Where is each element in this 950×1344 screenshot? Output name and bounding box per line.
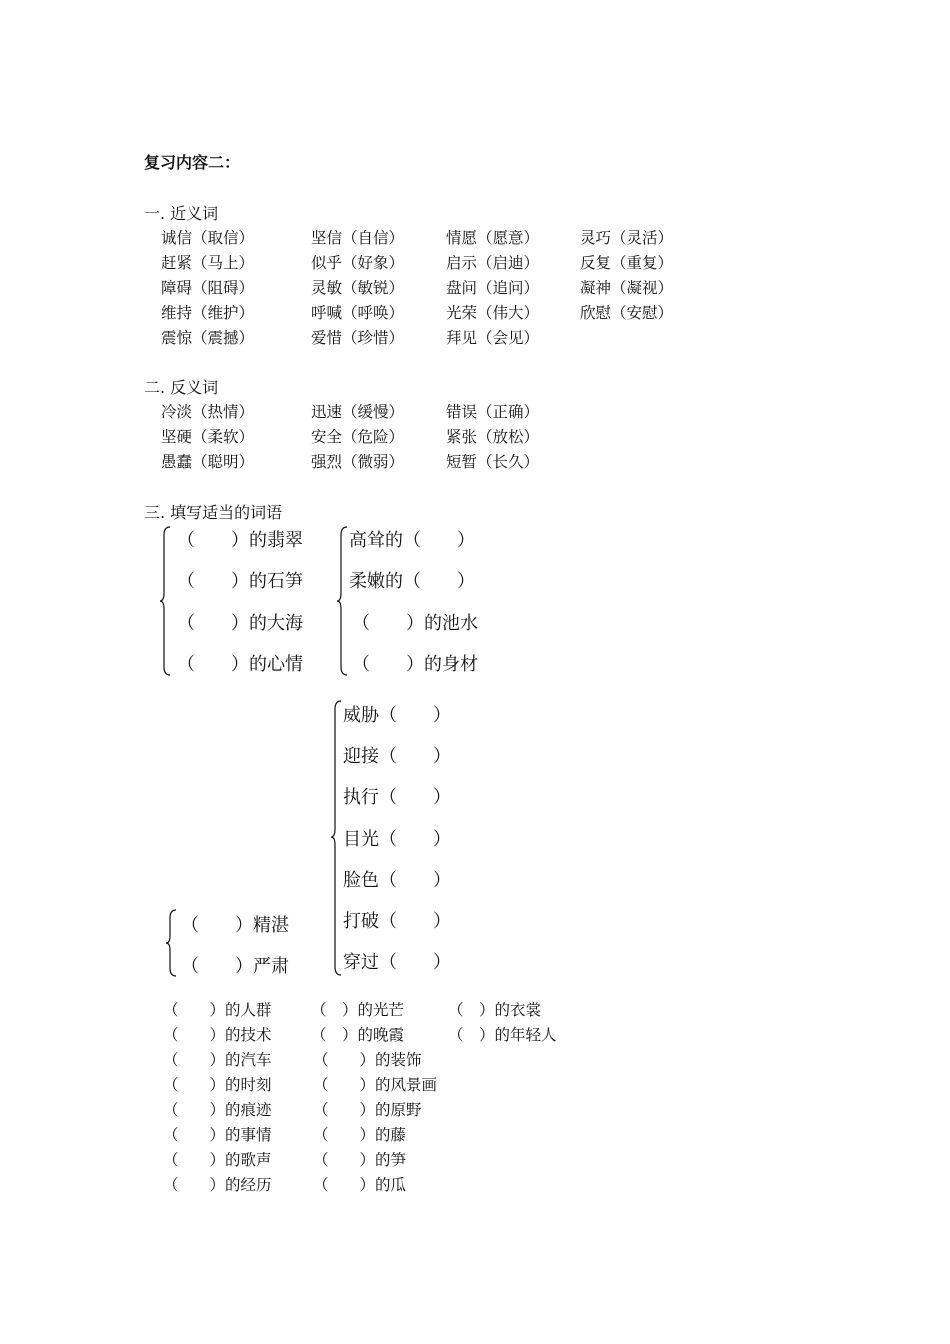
fill-item: （ ）的石笋 — [177, 571, 303, 593]
fill-list-item: （ ）的笋 — [313, 1151, 407, 1169]
synonym-pair: 诚信（取信） — [161, 229, 255, 247]
synonym-pair: 欣慰（安慰） — [580, 304, 674, 322]
brace-group4 — [166, 910, 178, 978]
fill-item: 威胁（ ） — [343, 705, 451, 726]
fill-item: 打破（ ） — [343, 911, 451, 932]
fill-item: （ ）严肃 — [181, 956, 289, 977]
synonym-pair: 爱惜（珍惜） — [311, 329, 405, 347]
fill-list-item: （ ）的技术 — [163, 1026, 272, 1044]
synonyms-heading: 一. 近义词 — [144, 204, 219, 223]
fill-item: （ ）的池水 — [352, 612, 478, 634]
fill-item: （ ）的大海 — [177, 612, 303, 634]
synonym-pair: 反复（重复） — [580, 254, 674, 272]
fill-item: 穿过（ ） — [343, 952, 451, 974]
fill-item: （ ）精湛 — [181, 915, 289, 936]
antonym-pair: 短暂（长久） — [446, 453, 540, 471]
brace-group1 — [160, 527, 172, 677]
fill-item: （ ）的身材 — [352, 653, 478, 675]
fill-list-item: （ ）的光芒 — [311, 1001, 405, 1019]
fill-item: 高耸的（ ） — [349, 530, 475, 551]
fill-list-item: （ ）的汽车 — [163, 1051, 272, 1069]
fill-heading: 三. 填写适当的词语 — [144, 503, 283, 522]
fill-item: 脸色（ ） — [343, 869, 451, 891]
fill-list-item: （ ）的歌声 — [163, 1151, 272, 1169]
fill-list-item: （ ）的事情 — [163, 1126, 272, 1144]
synonym-pair: 情愿（愿意） — [446, 229, 540, 247]
fill-item: 执行（ ） — [343, 787, 451, 809]
synonym-pair: 维持（维护） — [161, 304, 255, 322]
antonym-pair: 迅速（缓慢） — [311, 403, 405, 421]
fill-item: 目光（ ） — [343, 828, 451, 850]
synonym-pair: 障碍（阻碍） — [161, 279, 255, 297]
fill-item: 柔嫩的（ ） — [349, 571, 475, 593]
synonym-pair: 灵巧（灵活） — [580, 229, 674, 247]
antonym-pair: 坚硬（柔软） — [161, 428, 255, 446]
fill-item: 迎接（ ） — [343, 746, 451, 768]
brace-group3 — [331, 701, 343, 977]
fill-item: （ ）的心情 — [177, 653, 303, 675]
antonym-pair: 安全（危险） — [311, 428, 405, 446]
fill-list-item: （ ）的人群 — [163, 1001, 272, 1019]
page-title: 复习内容二： — [144, 153, 241, 172]
synonym-pair: 似乎（好象） — [311, 254, 405, 272]
synonym-pair: 震惊（震撼） — [161, 329, 255, 347]
synonym-pair: 呼喊（呼唤） — [311, 304, 405, 322]
fill-list-item: （ ）的衣裳 — [448, 1001, 542, 1019]
synonym-pair: 盘问（追问） — [446, 279, 540, 297]
brace-group2 — [337, 527, 349, 677]
fill-list-item: （ ）的原野 — [313, 1101, 422, 1119]
fill-list-item: （ ）的时刻 — [163, 1076, 272, 1094]
antonym-pair: 强烈（微弱） — [311, 453, 405, 471]
synonym-pair: 赶紧（马上） — [161, 254, 255, 272]
antonym-pair: 冷淡（热情） — [161, 403, 255, 421]
synonym-pair: 拜见（会见） — [446, 329, 540, 347]
fill-list-item: （ ）的年轻人 — [448, 1026, 557, 1044]
fill-list-item: （ ）的晚霞 — [311, 1026, 405, 1044]
antonym-pair: 愚蠢（聪明） — [161, 453, 255, 471]
synonym-pair: 光荣（伟大） — [446, 304, 540, 322]
antonym-pair: 紧张（放松） — [446, 428, 540, 446]
fill-list-item: （ ）的藤 — [313, 1126, 407, 1144]
synonym-pair: 灵敏（敏锐） — [311, 279, 405, 297]
synonym-pair: 凝神（凝视） — [580, 279, 674, 297]
fill-list-item: （ ）的瓜 — [313, 1176, 407, 1194]
synonym-pair: 启示（启迪） — [446, 254, 540, 272]
fill-list-item: （ ）的痕迹 — [163, 1101, 272, 1119]
fill-list-item: （ ）的风景画 — [313, 1076, 438, 1094]
synonym-pair: 坚信（自信） — [311, 229, 405, 247]
fill-item: （ ）的翡翠 — [177, 530, 303, 551]
antonym-pair: 错误（正确） — [446, 403, 540, 421]
fill-list-item: （ ）的装饰 — [313, 1051, 422, 1069]
fill-list-item: （ ）的经历 — [163, 1176, 272, 1194]
antonyms-heading: 二. 反义词 — [144, 378, 219, 397]
